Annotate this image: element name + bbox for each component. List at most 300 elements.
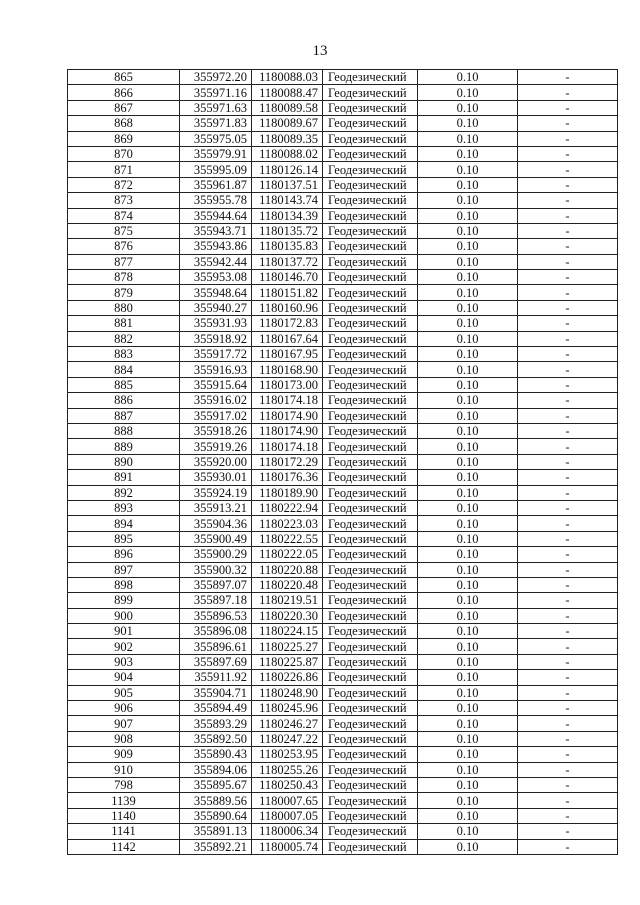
accuracy-cell: 0.10: [418, 562, 518, 577]
point-number-cell: 883: [68, 347, 180, 362]
y-coordinate-cell: 1180167.64: [252, 331, 323, 346]
method-cell: Геодезический: [323, 423, 418, 438]
x-coordinate-cell: 355995.09: [180, 162, 252, 177]
coordinates-table: [67, 69, 618, 855]
description-cell: -: [518, 377, 618, 392]
point-number-cell: 885: [68, 377, 180, 392]
description-cell: -: [518, 100, 618, 115]
method-cell: Геодезический: [323, 839, 418, 854]
table-row: [68, 762, 618, 777]
method-cell: Геодезический: [323, 531, 418, 546]
accuracy-cell: 0.10: [418, 162, 518, 177]
point-number-cell: 903: [68, 654, 180, 669]
x-coordinate-cell: 355913.21: [180, 500, 252, 515]
y-coordinate-cell: 1180151.82: [252, 285, 323, 300]
table-row: [68, 562, 618, 577]
y-coordinate-cell: 1180160.96: [252, 300, 323, 315]
point-number-cell: 1140: [68, 808, 180, 823]
y-coordinate-cell: 1180220.88: [252, 562, 323, 577]
accuracy-cell: 0.10: [418, 793, 518, 808]
x-coordinate-cell: 355931.93: [180, 316, 252, 331]
method-cell: Геодезический: [323, 485, 418, 500]
method-cell: Геодезический: [323, 116, 418, 131]
description-cell: -: [518, 270, 618, 285]
y-coordinate-cell: 1180089.67: [252, 116, 323, 131]
accuracy-cell: 0.10: [418, 439, 518, 454]
description-cell: -: [518, 393, 618, 408]
y-coordinate-cell: 1180172.29: [252, 454, 323, 469]
table-row: [68, 639, 618, 654]
x-coordinate-cell: 355916.02: [180, 393, 252, 408]
accuracy-cell: 0.10: [418, 577, 518, 592]
accuracy-cell: 0.10: [418, 500, 518, 515]
y-coordinate-cell: 1180143.74: [252, 193, 323, 208]
x-coordinate-cell: 355918.92: [180, 331, 252, 346]
table-row: [68, 577, 618, 592]
y-coordinate-cell: 1180173.00: [252, 377, 323, 392]
accuracy-cell: 0.10: [418, 608, 518, 623]
y-coordinate-cell: 1180089.35: [252, 131, 323, 146]
x-coordinate-cell: 355892.21: [180, 839, 252, 854]
x-coordinate-cell: 355971.16: [180, 85, 252, 100]
x-coordinate-cell: 355918.26: [180, 423, 252, 438]
x-coordinate-cell: 355944.64: [180, 208, 252, 223]
description-cell: -: [518, 808, 618, 823]
method-cell: Геодезический: [323, 516, 418, 531]
y-coordinate-cell: 1180174.90: [252, 408, 323, 423]
y-coordinate-cell: 1180168.90: [252, 362, 323, 377]
accuracy-cell: 0.10: [418, 808, 518, 823]
x-coordinate-cell: 355894.06: [180, 762, 252, 777]
accuracy-cell: 0.10: [418, 685, 518, 700]
description-cell: -: [518, 146, 618, 161]
y-coordinate-cell: 1180135.83: [252, 239, 323, 254]
accuracy-cell: 0.10: [418, 393, 518, 408]
y-coordinate-cell: 1180245.96: [252, 701, 323, 716]
description-cell: -: [518, 577, 618, 592]
method-cell: Геодезический: [323, 777, 418, 792]
point-number-cell: 1141: [68, 824, 180, 839]
table-row: [68, 608, 618, 623]
x-coordinate-cell: 355895.67: [180, 777, 252, 792]
point-number-cell: 887: [68, 408, 180, 423]
table-row: [68, 824, 618, 839]
x-coordinate-cell: 355896.61: [180, 639, 252, 654]
x-coordinate-cell: 355896.53: [180, 608, 252, 623]
y-coordinate-cell: 1180248.90: [252, 685, 323, 700]
table-row: [68, 777, 618, 792]
table-row: [68, 377, 618, 392]
description-cell: -: [518, 839, 618, 854]
description-cell: -: [518, 193, 618, 208]
x-coordinate-cell: 355915.64: [180, 377, 252, 392]
x-coordinate-cell: 355955.78: [180, 193, 252, 208]
table-row: [68, 839, 618, 854]
method-cell: Геодезический: [323, 747, 418, 762]
point-number-cell: 878: [68, 270, 180, 285]
method-cell: Геодезический: [323, 824, 418, 839]
x-coordinate-cell: 355948.64: [180, 285, 252, 300]
accuracy-cell: 0.10: [418, 423, 518, 438]
x-coordinate-cell: 355940.27: [180, 300, 252, 315]
table-row: [68, 131, 618, 146]
accuracy-cell: 0.10: [418, 300, 518, 315]
point-number-cell: 909: [68, 747, 180, 762]
accuracy-cell: 0.10: [418, 254, 518, 269]
table-row: [68, 470, 618, 485]
y-coordinate-cell: 1180247.22: [252, 731, 323, 746]
page-number: 13: [312, 43, 328, 59]
accuracy-cell: 0.10: [418, 470, 518, 485]
method-cell: Геодезический: [323, 316, 418, 331]
description-cell: -: [518, 177, 618, 192]
point-number-cell: 886: [68, 393, 180, 408]
description-cell: -: [518, 285, 618, 300]
description-cell: -: [518, 747, 618, 762]
point-number-cell: 1139: [68, 793, 180, 808]
method-cell: Геодезический: [323, 716, 418, 731]
point-number-cell: 908: [68, 731, 180, 746]
accuracy-cell: 0.10: [418, 208, 518, 223]
x-coordinate-cell: 355897.18: [180, 593, 252, 608]
accuracy-cell: 0.10: [418, 701, 518, 716]
description-cell: -: [518, 408, 618, 423]
method-cell: Геодезический: [323, 393, 418, 408]
x-coordinate-cell: 355942.44: [180, 254, 252, 269]
y-coordinate-cell: 1180134.39: [252, 208, 323, 223]
point-number-cell: 890: [68, 454, 180, 469]
table-row: [68, 146, 618, 161]
table-row: [68, 654, 618, 669]
point-number-cell: 872: [68, 177, 180, 192]
accuracy-cell: 0.10: [418, 316, 518, 331]
accuracy-cell: 0.10: [418, 146, 518, 161]
x-coordinate-cell: 355943.86: [180, 239, 252, 254]
x-coordinate-cell: 355890.43: [180, 747, 252, 762]
table-row: [68, 793, 618, 808]
accuracy-cell: 0.10: [418, 762, 518, 777]
method-cell: Геодезический: [323, 439, 418, 454]
x-coordinate-cell: 355961.87: [180, 177, 252, 192]
y-coordinate-cell: 1180137.72: [252, 254, 323, 269]
y-coordinate-cell: 1180088.03: [252, 70, 323, 85]
description-cell: -: [518, 824, 618, 839]
method-cell: Геодезический: [323, 808, 418, 823]
point-number-cell: 898: [68, 577, 180, 592]
accuracy-cell: 0.10: [418, 377, 518, 392]
description-cell: -: [518, 131, 618, 146]
point-number-cell: 904: [68, 670, 180, 685]
point-number-cell: 870: [68, 146, 180, 161]
method-cell: Геодезический: [323, 177, 418, 192]
point-number-cell: 869: [68, 131, 180, 146]
table-row: [68, 362, 618, 377]
x-coordinate-cell: 355917.72: [180, 347, 252, 362]
table-row: [68, 347, 618, 362]
point-number-cell: 881: [68, 316, 180, 331]
description-cell: -: [518, 316, 618, 331]
coordinates-table-body: [68, 70, 618, 855]
table-row: [68, 316, 618, 331]
method-cell: Геодезический: [323, 70, 418, 85]
method-cell: Геодезический: [323, 270, 418, 285]
x-coordinate-cell: 355911.92: [180, 670, 252, 685]
accuracy-cell: 0.10: [418, 624, 518, 639]
table-row: [68, 162, 618, 177]
y-coordinate-cell: 1180172.83: [252, 316, 323, 331]
x-coordinate-cell: 355979.91: [180, 146, 252, 161]
x-coordinate-cell: 355904.36: [180, 516, 252, 531]
description-cell: -: [518, 362, 618, 377]
description-cell: -: [518, 793, 618, 808]
table-row: [68, 500, 618, 515]
x-coordinate-cell: 355919.26: [180, 439, 252, 454]
x-coordinate-cell: 355896.08: [180, 624, 252, 639]
point-number-cell: 879: [68, 285, 180, 300]
y-coordinate-cell: 1180255.26: [252, 762, 323, 777]
table-row: [68, 177, 618, 192]
x-coordinate-cell: 355897.07: [180, 577, 252, 592]
table-row: [68, 239, 618, 254]
point-number-cell: 899: [68, 593, 180, 608]
table-row: [68, 423, 618, 438]
description-cell: -: [518, 654, 618, 669]
method-cell: Геодезический: [323, 701, 418, 716]
y-coordinate-cell: 1180220.48: [252, 577, 323, 592]
accuracy-cell: 0.10: [418, 716, 518, 731]
method-cell: Геодезический: [323, 562, 418, 577]
table-row: [68, 193, 618, 208]
x-coordinate-cell: 355971.63: [180, 100, 252, 115]
description-cell: -: [518, 731, 618, 746]
accuracy-cell: 0.10: [418, 670, 518, 685]
point-number-cell: 906: [68, 701, 180, 716]
table-row: [68, 716, 618, 731]
point-number-cell: 1142: [68, 839, 180, 854]
table-row: [68, 408, 618, 423]
method-cell: Геодезический: [323, 146, 418, 161]
x-coordinate-cell: 355889.56: [180, 793, 252, 808]
x-coordinate-cell: 355890.64: [180, 808, 252, 823]
point-number-cell: 866: [68, 85, 180, 100]
y-coordinate-cell: 1180174.90: [252, 423, 323, 438]
table-row: [68, 624, 618, 639]
method-cell: Геодезический: [323, 362, 418, 377]
y-coordinate-cell: 1180137.51: [252, 177, 323, 192]
table-row: [68, 393, 618, 408]
table-row: [68, 85, 618, 100]
description-cell: -: [518, 716, 618, 731]
method-cell: Геодезический: [323, 685, 418, 700]
y-coordinate-cell: 1180246.27: [252, 716, 323, 731]
accuracy-cell: 0.10: [418, 516, 518, 531]
description-cell: -: [518, 470, 618, 485]
description-cell: -: [518, 439, 618, 454]
method-cell: Геодезический: [323, 223, 418, 238]
accuracy-cell: 0.10: [418, 100, 518, 115]
method-cell: Геодезический: [323, 577, 418, 592]
point-number-cell: 876: [68, 239, 180, 254]
table-row: [68, 516, 618, 531]
y-coordinate-cell: 1180135.72: [252, 223, 323, 238]
accuracy-cell: 0.10: [418, 331, 518, 346]
accuracy-cell: 0.10: [418, 347, 518, 362]
y-coordinate-cell: 1180222.94: [252, 500, 323, 515]
description-cell: -: [518, 116, 618, 131]
x-coordinate-cell: 355930.01: [180, 470, 252, 485]
table-row: [68, 208, 618, 223]
description-cell: -: [518, 208, 618, 223]
method-cell: Геодезический: [323, 670, 418, 685]
point-number-cell: 880: [68, 300, 180, 315]
table-row: [68, 100, 618, 115]
accuracy-cell: 0.10: [418, 839, 518, 854]
y-coordinate-cell: 1180250.43: [252, 777, 323, 792]
table-row: [68, 547, 618, 562]
point-number-cell: 865: [68, 70, 180, 85]
accuracy-cell: 0.10: [418, 593, 518, 608]
point-number-cell: 900: [68, 608, 180, 623]
point-number-cell: 873: [68, 193, 180, 208]
method-cell: Геодезический: [323, 254, 418, 269]
x-coordinate-cell: 355904.71: [180, 685, 252, 700]
table-row: [68, 331, 618, 346]
description-cell: -: [518, 500, 618, 515]
x-coordinate-cell: 355924.19: [180, 485, 252, 500]
description-cell: -: [518, 347, 618, 362]
table-row: [68, 685, 618, 700]
description-cell: -: [518, 639, 618, 654]
accuracy-cell: 0.10: [418, 193, 518, 208]
x-coordinate-cell: 355953.08: [180, 270, 252, 285]
point-number-cell: 877: [68, 254, 180, 269]
y-coordinate-cell: 1180005.74: [252, 839, 323, 854]
table-row: [68, 731, 618, 746]
description-cell: -: [518, 685, 618, 700]
x-coordinate-cell: 355900.49: [180, 531, 252, 546]
method-cell: Геодезический: [323, 608, 418, 623]
y-coordinate-cell: 1180226.86: [252, 670, 323, 685]
y-coordinate-cell: 1180220.30: [252, 608, 323, 623]
accuracy-cell: 0.10: [418, 239, 518, 254]
description-cell: -: [518, 593, 618, 608]
y-coordinate-cell: 1180223.03: [252, 516, 323, 531]
description-cell: -: [518, 516, 618, 531]
y-coordinate-cell: 1180146.70: [252, 270, 323, 285]
x-coordinate-cell: 355943.71: [180, 223, 252, 238]
table-row: [68, 808, 618, 823]
method-cell: Геодезический: [323, 654, 418, 669]
point-number-cell: 798: [68, 777, 180, 792]
method-cell: Геодезический: [323, 470, 418, 485]
point-number-cell: 868: [68, 116, 180, 131]
y-coordinate-cell: 1180007.05: [252, 808, 323, 823]
description-cell: -: [518, 331, 618, 346]
accuracy-cell: 0.10: [418, 654, 518, 669]
point-number-cell: 894: [68, 516, 180, 531]
point-number-cell: 896: [68, 547, 180, 562]
method-cell: Геодезический: [323, 593, 418, 608]
point-number-cell: 871: [68, 162, 180, 177]
table-row: [68, 439, 618, 454]
description-cell: -: [518, 562, 618, 577]
x-coordinate-cell: 355892.50: [180, 731, 252, 746]
y-coordinate-cell: 1180219.51: [252, 593, 323, 608]
point-number-cell: 901: [68, 624, 180, 639]
method-cell: Геодезический: [323, 793, 418, 808]
y-coordinate-cell: 1180224.15: [252, 624, 323, 639]
accuracy-cell: 0.10: [418, 270, 518, 285]
description-cell: -: [518, 70, 618, 85]
method-cell: Геодезический: [323, 500, 418, 515]
description-cell: -: [518, 608, 618, 623]
description-cell: -: [518, 454, 618, 469]
accuracy-cell: 0.10: [418, 824, 518, 839]
method-cell: Геодезический: [323, 408, 418, 423]
x-coordinate-cell: 355894.49: [180, 701, 252, 716]
method-cell: Геодезический: [323, 547, 418, 562]
x-coordinate-cell: 355897.69: [180, 654, 252, 669]
table-row: [68, 254, 618, 269]
description-cell: -: [518, 223, 618, 238]
x-coordinate-cell: 355971.83: [180, 116, 252, 131]
method-cell: Геодезический: [323, 131, 418, 146]
method-cell: Геодезический: [323, 100, 418, 115]
method-cell: Геодезический: [323, 331, 418, 346]
y-coordinate-cell: 1180126.14: [252, 162, 323, 177]
point-number-cell: 907: [68, 716, 180, 731]
description-cell: -: [518, 85, 618, 100]
table-row: [68, 531, 618, 546]
point-number-cell: 884: [68, 362, 180, 377]
description-cell: -: [518, 300, 618, 315]
y-coordinate-cell: 1180088.47: [252, 85, 323, 100]
method-cell: Геодезический: [323, 347, 418, 362]
description-cell: -: [518, 624, 618, 639]
y-coordinate-cell: 1180089.58: [252, 100, 323, 115]
description-cell: -: [518, 701, 618, 716]
table-row: [68, 223, 618, 238]
point-number-cell: 892: [68, 485, 180, 500]
table-row: [68, 747, 618, 762]
table-row: [68, 670, 618, 685]
description-cell: -: [518, 239, 618, 254]
y-coordinate-cell: 1180007.65: [252, 793, 323, 808]
point-number-cell: 891: [68, 470, 180, 485]
accuracy-cell: 0.10: [418, 454, 518, 469]
accuracy-cell: 0.10: [418, 547, 518, 562]
y-coordinate-cell: 1180225.87: [252, 654, 323, 669]
accuracy-cell: 0.10: [418, 70, 518, 85]
table-row: [68, 285, 618, 300]
description-cell: -: [518, 670, 618, 685]
point-number-cell: 882: [68, 331, 180, 346]
description-cell: -: [518, 531, 618, 546]
x-coordinate-cell: 355891.13: [180, 824, 252, 839]
point-number-cell: 893: [68, 500, 180, 515]
point-number-cell: 867: [68, 100, 180, 115]
point-number-cell: 874: [68, 208, 180, 223]
point-number-cell: 875: [68, 223, 180, 238]
method-cell: Геодезический: [323, 239, 418, 254]
point-number-cell: 897: [68, 562, 180, 577]
table-row: [68, 270, 618, 285]
accuracy-cell: 0.10: [418, 116, 518, 131]
y-coordinate-cell: 1180225.27: [252, 639, 323, 654]
y-coordinate-cell: 1180167.95: [252, 347, 323, 362]
method-cell: Геодезический: [323, 762, 418, 777]
table-row: [68, 485, 618, 500]
